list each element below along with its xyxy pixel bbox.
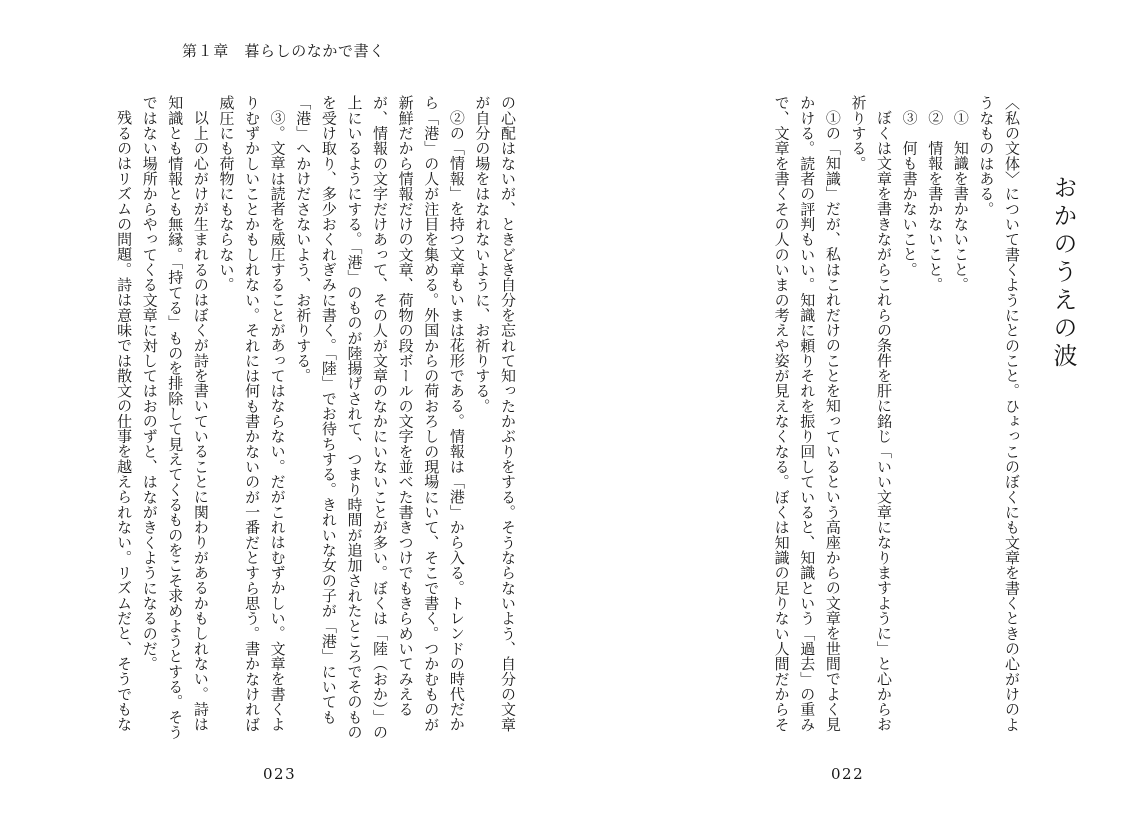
body-text-022 — [679, 95, 1024, 745]
paragraph-poetry: 以上の心がけが生まれるのはぼくが詩を書いていることに関わりがあるかもしれない。詩は知識とも情報とも無縁。「持てる」ものを排除して見えてくるものをこそ求めようとする。そうではない場所からやってくる文章に対してはおのずと、はながきくようになるのだ。 — [140, 95, 210, 740]
list-item-nothing: ③ 何も書かないこと。 — [900, 110, 919, 277]
list-item-knowledge: ① 知識を書かないこと。 — [951, 110, 970, 292]
paragraph-information: ②の「情報」を持つ文章もいまは花形である。情報は「港」から入る。トレンドの時代だから「港」の人が注目を集める。外国からの荷おろしの現場にいて、そこで書く。つかむものが新鮮だから情報だけの文章、荷物の段ボールの文字を並べた書きつけでもきらめいてみえるが、情報の文字だけあって、その人が文章のなかにいないことが多い。ぼくは「陸（おか）」の上にいるようにする。「港」のものが陸揚げされて、つまり時間が追加されたところでそのものを受け取り、多少おくれぎみに書く。「陸」でお待ちする。きれいな女の子が「港」にいても「港」へかけださないよう、お祈りする。 — [294, 95, 466, 740]
paragraph-knowledge: ①の「知識」だが、私はこれだけのことを知っているという高座からの文章を世間でよく見かける。読者の評判もいい。知識に頼りそれを振り回していると、知識という「過去」の重みで、文章を書くその人のいまの考えや姿が見えなくなる。ぼくは知識の足りない人間だからそ — [772, 95, 842, 732]
page-022 — [561, 0, 1122, 824]
body-text-023 — [60, 95, 520, 745]
paragraph-continuation: の心配はないが、ときどき自分を忘れて知ったかぶりをする。そうならないよう、自分の文章が自分の場をはなれないように、お祈りする。 — [473, 95, 517, 732]
chapter-title: おかのうえの波 — [1049, 175, 1077, 371]
list-item-information: ② 情報を書かないこと。 — [926, 110, 945, 292]
page-number: 022 — [831, 765, 865, 783]
paragraph-rhythm: 残るのはリズムの問題。詩は意味では散文の仕事を越えられない。リズムだと、そうでもな — [115, 110, 134, 732]
paragraph-intimidation: ③。文章は読者を威圧することがあってはならない。だがこれはむずかしい。文章を書くよりむずかしいことかもしれない。それには何も書かないのが一番だとすら思う。書かなければ威圧にも荷物にもならない。 — [217, 95, 287, 732]
page-number: 023 — [263, 765, 297, 783]
paragraph-prayer: ぼくは文章を書きながらこれらの条件を肝に銘じ「いい文章になりますように」と心からお祈りする。 — [849, 95, 894, 732]
intro-paragraph: 〈私の文体〉について書くようにとのこと。ひょっこのぼくにも文章を書くときの心がけのようなものはある。 — [977, 95, 1021, 732]
running-head: 第１章 暮らしのなかで書く — [182, 42, 385, 60]
